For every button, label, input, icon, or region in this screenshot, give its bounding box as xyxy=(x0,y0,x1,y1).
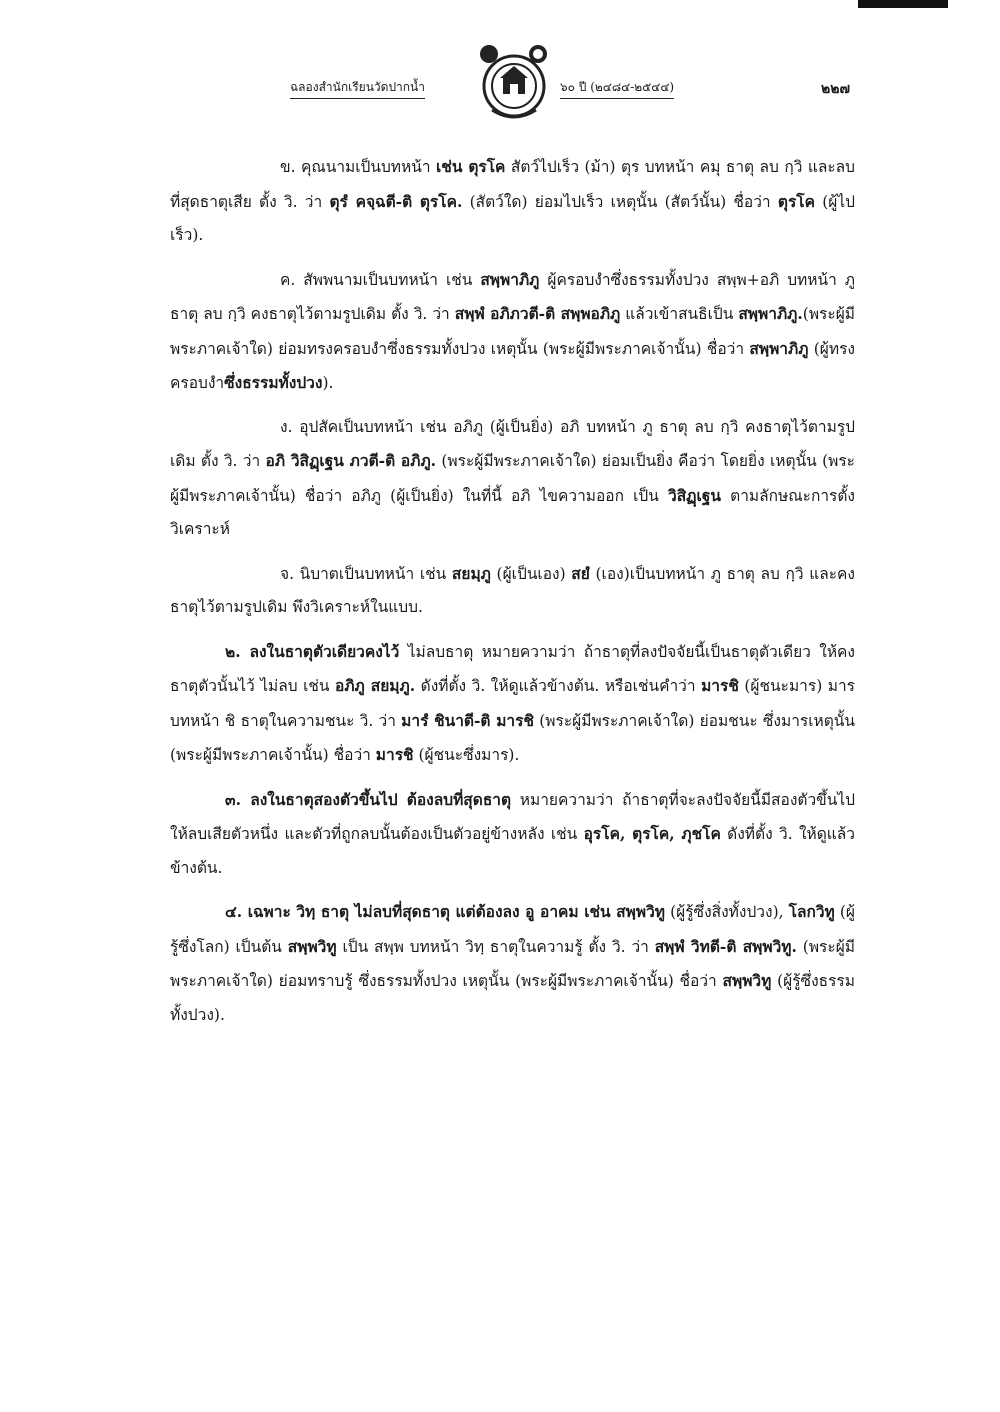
paragraph xyxy=(170,150,855,253)
text-run-bold: ๔. เฉพาะ วิทฺ ธาตุ ไม่ลบที่สุดธาตุ แต่ต้องลง อู อาคม เช่น สพฺพวิทู xyxy=(225,902,665,921)
text-run: (ผู้ชนะมาร) มาร บทหน้า ชิ ธาตุในความชนะ วิ. ว่า xyxy=(170,677,856,730)
text-run-bold: สพฺพาภิภู. xyxy=(738,304,803,323)
text-run-bold: เช่น ตุรโค xyxy=(436,157,506,176)
text-run: สัตว์ไปเร็ว (ม้า) ตุร บทหน้า คมุ ธาตุ ลบ กฺวิ และลบที่สุดธาตุเสีย ตั้ง วิ. ว่า xyxy=(170,158,856,211)
text-run: ง. อุปสัคเป็นบทหน้า เช่น อภิภู (ผู้เป็นยิ่ง) อภิ บทหน้า ภู ธาตุ ลบ กฺวิ คงธาตุไว้ตามรูปเดิม ตั้ง วิ. ว่า xyxy=(170,417,855,470)
text-run: เป็น สพฺพ บทหน้า วิทฺ ธาตุในความรู้ ตั้ง วิ. ว่า xyxy=(336,937,655,956)
text-run-bold: ๓. xyxy=(225,789,251,809)
text-run-bold: สยมฺภู xyxy=(451,563,491,583)
paragraph xyxy=(170,557,855,625)
text-run-bold: สพฺพาภิภู xyxy=(749,338,809,358)
text-run-bold: สพฺพาภิภู xyxy=(480,269,540,289)
text-run-bold: ๒. xyxy=(225,641,250,661)
emblem-icon xyxy=(474,40,554,130)
header-right-title: ๖๐ ปี (๒๔๘๔-๒๕๔๔) xyxy=(560,78,674,99)
header-left-title: ฉลองสำนักเรียนวัดปากน้ำ xyxy=(290,78,425,99)
text-run-bold: สพฺพํ วิทตี-ติ สพฺพวิทู. xyxy=(654,936,797,956)
text-run: (ผู้รู้ซึ่งธรรมทั้งปวง). xyxy=(170,972,855,1024)
paragraph xyxy=(170,411,855,547)
scan-edge-mark xyxy=(858,0,948,8)
text-run-bold: สพฺพํ อภิภวตี-ติ สพฺพอภิภู xyxy=(454,304,621,323)
text-run: (ผู้เป็นเอง) xyxy=(490,564,572,583)
text-run-bold: มารชิ xyxy=(375,745,414,764)
text-run-bold: อภิภู สยมฺภู. xyxy=(335,676,416,695)
text-run-bold: อุรโค, ตุรโค, ภุชโค xyxy=(583,824,721,843)
text-run: ดังที่ตั้ง วิ. ให้ดูแล้วข้างต้น. หรือเช่นคำว่า xyxy=(415,677,702,695)
text-run-bold: มารชิ xyxy=(701,676,739,695)
text-run-bold: สพฺพวิทู xyxy=(722,971,772,990)
text-run: (ผู้ทรงครอบงำ xyxy=(170,339,856,392)
page-number: ๒๒๗ xyxy=(821,81,850,97)
text-run: (ผู้รู้ซึ่งโลก) เป็นต้น xyxy=(170,903,856,956)
text-run-bold: ตุรํ คจฺฉตี-ติ ตุรโค. xyxy=(329,191,463,211)
text-run-bold: อภิ วิสิฏฺเฐน ภวตี-ติ อภิภู. xyxy=(265,451,437,470)
text-run: (ผู้ไปเร็ว). xyxy=(170,192,855,244)
text-run: (สัตว์ใด) ย่อมไปเร็ว เหตุนั้น (สัตว์นั้น) ชื่อว่า xyxy=(462,192,778,211)
text-run: ). xyxy=(322,374,334,392)
text-run-bold: สยํ xyxy=(571,563,590,583)
text-run-bold: ตุรโค xyxy=(777,191,815,211)
text-run: ดังที่ตั้ง วิ. ให้ดูแล้วข้างต้น. xyxy=(170,825,855,877)
text-run: จ. นิบาตเป็นบทหน้า เช่น xyxy=(280,564,452,583)
text-run: (พระผู้มีพระภาคเจ้าใด) ย่อมทราบรู้ ซึ่งธรรมทั้งปวง เหตุนั้น (พระผู้มีพระภาคเจ้านั้น) ชื่อว่า xyxy=(170,937,855,990)
text-run-bold: ลงในธาตุสองตัวขึ้นไป ต้องลบที่สุดธาตุ xyxy=(250,789,512,809)
text-run-bold: วิสิฏฺเฐน xyxy=(667,485,722,505)
text-run: (ผู้ชนะซึ่งมาร). xyxy=(413,746,520,764)
text-run-bold: โลกวิทู xyxy=(788,902,835,921)
text-run: ข. คุณนามเป็นบทหน้า xyxy=(280,158,436,176)
text-run: (พระผู้มีพระภาคเจ้าใด) ย่อมเป็นยิ่ง คือว่า โดยยิ่ง เหตุนั้น (พระผู้มีพระภาคเจ้านั้น) ชื่อว่า อภิภู (ผู้เป็นยิ่ง) ในที่นี้ อภิ ไขความออก เป็น xyxy=(170,452,855,505)
page-header xyxy=(290,40,850,130)
text-run-bold: ลงในธาตุตัวเดียวคงไว้ xyxy=(249,641,400,661)
text-run: (พระผู้มีพระภาคเจ้าใด) ย่อมชนะ ซึ่งมารเหตุนั้น (พระผู้มีพระภาคเจ้านั้น) ชื่อว่า xyxy=(170,711,855,764)
text-run: (ผู้รู้ซึ่งสิ่งทั้งปวง), xyxy=(665,903,789,921)
document-body xyxy=(170,150,855,1042)
paragraph xyxy=(170,635,855,773)
paragraph xyxy=(170,895,855,1032)
text-run-bold: ซึ่งธรรมทั้งปวง xyxy=(224,373,323,392)
text-run: ผู้ครอบงำซึ่งธรรมทั้งปวง สพฺพ+อภิ บทหน้า ภู ธาตุ ลบ กฺวิ คงธาตุไว้ตามรูปเดิม ตั้ง วิ. ว่า xyxy=(170,270,855,323)
text-run: หมายความว่า ถ้าธาตุที่จะลงปัจจัยนี้มีสองตัวขึ้นไป ให้ลบเสียตัวหนึ่ง และตัวที่ถูกลบนั้นต้องเป็นตัวอยู่ข้างหลัง เช่น xyxy=(170,790,855,843)
text-run: ตามลักษณะการตั้งวิเคราะห์ xyxy=(170,486,855,538)
text-run: ไม่ลบธาตุ หมายความว่า ถ้าธาตุที่ลงปัจจัยนี้เป็นธาตุตัวเดียว ให้คงธาตุตัวนั้นไว้ ไม่ลบ เช่น xyxy=(170,642,855,695)
text-run: (พระผู้มีพระภาคเจ้าใด) ย่อมทรงครอบงำซึ่งธรรมทั้งปวง เหตุนั้น (พระผู้มีพระภาคเจ้านั้น) ชื่อว่า xyxy=(170,305,855,358)
text-run: ค. สัพพนามเป็นบทหน้า เช่น xyxy=(280,270,481,289)
text-run: แล้วเข้าสนธิเป็น xyxy=(620,305,739,323)
text-run-bold: สพฺพวิทู xyxy=(287,936,337,956)
paragraph xyxy=(170,783,855,886)
text-run-bold: มารํ ชินาตี-ติ มารชิ xyxy=(401,710,534,730)
paragraph xyxy=(170,263,855,401)
text-run: (เอง)เป็นบทหน้า ภู ธาตุ ลบ กฺวิ และคงธาตุไว้ตามรูปเดิม พึงวิเคราะห์ในแบบ. xyxy=(170,564,855,616)
